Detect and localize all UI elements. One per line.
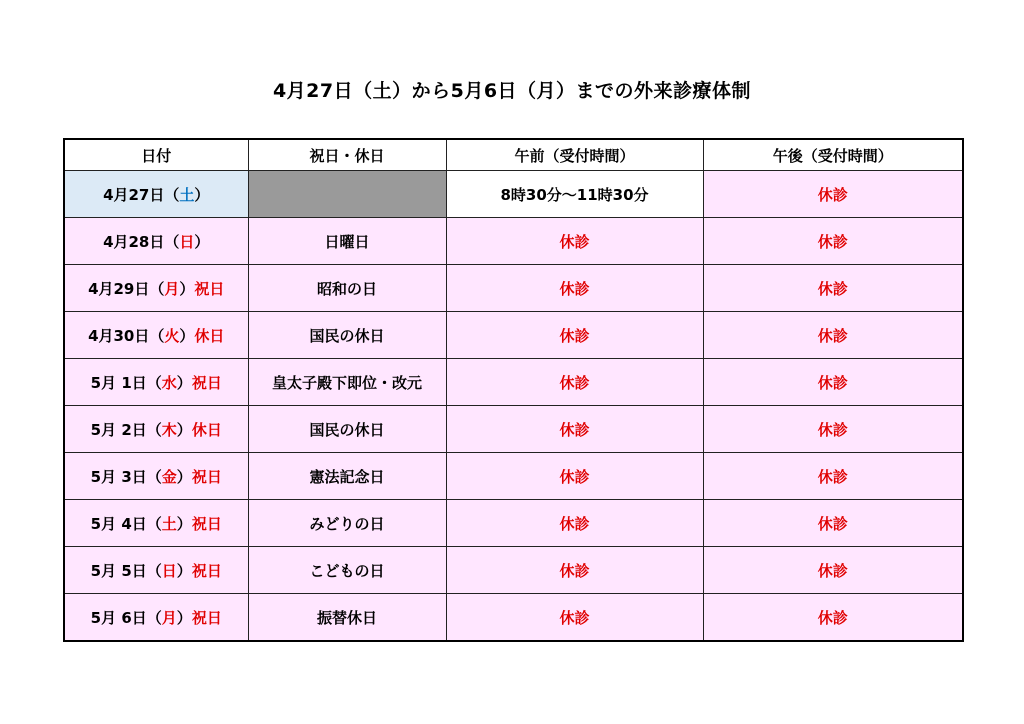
weekday-text: 月 xyxy=(164,279,180,298)
morning-hours-cell: 8時30分～11時30分 xyxy=(446,171,703,218)
holiday-name-cell: みどりの日 xyxy=(248,500,446,547)
holiday-name-cell: 憲法記念日 xyxy=(248,453,446,500)
date-text: 5月 2日 xyxy=(90,420,147,439)
afternoon-hours-cell: 休診 xyxy=(703,265,963,312)
date-cell xyxy=(64,547,248,594)
holiday-suffix: 休日 xyxy=(191,420,222,439)
paren-close: ） xyxy=(179,279,195,298)
table-row xyxy=(64,171,963,218)
holiday-name-cell: 日曜日 xyxy=(248,218,446,265)
table-row xyxy=(64,218,963,265)
paren-close: ） xyxy=(176,561,192,580)
afternoon-hours-cell: 休診 xyxy=(703,547,963,594)
holiday-name-cell: 振替休日 xyxy=(248,594,446,642)
weekday-text: 日 xyxy=(179,232,195,251)
morning-hours-cell: 休診 xyxy=(446,547,703,594)
paren-open: （ xyxy=(146,373,162,392)
header-holiday: 祝日・休日 xyxy=(248,139,446,171)
holiday-name-cell: こどもの日 xyxy=(248,547,446,594)
paren-open: （ xyxy=(164,185,180,204)
paren-close: ） xyxy=(176,608,192,627)
table-row xyxy=(64,594,963,642)
afternoon-hours-cell: 休診 xyxy=(703,171,963,218)
paren-open: （ xyxy=(149,326,165,345)
date-cell xyxy=(64,500,248,547)
date-text: 4月29日 xyxy=(88,279,150,298)
paren-open: （ xyxy=(146,514,162,533)
date-text: 5月 3日 xyxy=(90,467,147,486)
date-text: 5月 5日 xyxy=(90,561,147,580)
date-text: 4月30日 xyxy=(88,326,150,345)
afternoon-hours-cell: 休診 xyxy=(703,312,963,359)
paren-open: （ xyxy=(149,279,165,298)
paren-open: （ xyxy=(146,467,162,486)
weekday-text: 水 xyxy=(161,373,177,392)
date-cell xyxy=(64,406,248,453)
date-cell xyxy=(64,171,248,218)
holiday-name-cell xyxy=(248,171,446,218)
morning-hours-cell: 休診 xyxy=(446,453,703,500)
table-row xyxy=(64,406,963,453)
holiday-suffix: 祝日 xyxy=(191,561,222,580)
header-row xyxy=(64,139,963,171)
morning-hours-cell: 休診 xyxy=(446,359,703,406)
weekday-text: 土 xyxy=(179,185,195,204)
holiday-suffix: 祝日 xyxy=(194,279,225,298)
header-date: 日付 xyxy=(64,139,248,171)
date-cell xyxy=(64,359,248,406)
afternoon-hours-cell: 休診 xyxy=(703,218,963,265)
weekday-text: 木 xyxy=(161,420,177,439)
weekday-text: 日 xyxy=(161,561,177,580)
holiday-suffix: 祝日 xyxy=(191,373,222,392)
paren-open: （ xyxy=(146,420,162,439)
schedule-table xyxy=(63,138,964,642)
morning-hours-cell: 休診 xyxy=(446,500,703,547)
weekday-text: 土 xyxy=(161,514,177,533)
morning-hours-cell: 休診 xyxy=(446,406,703,453)
paren-close: ） xyxy=(194,232,210,251)
holiday-name-cell: 皇太子殿下即位・改元 xyxy=(248,359,446,406)
morning-hours-cell: 休診 xyxy=(446,312,703,359)
date-text: 5月 6日 xyxy=(90,608,147,627)
holiday-name-cell: 国民の休日 xyxy=(248,312,446,359)
afternoon-hours-cell: 休診 xyxy=(703,406,963,453)
holiday-suffix: 祝日 xyxy=(191,467,222,486)
paren-close: ） xyxy=(179,326,195,345)
table-row xyxy=(64,500,963,547)
afternoon-hours-cell: 休診 xyxy=(703,594,963,642)
header-afternoon: 午後（受付時間） xyxy=(703,139,963,171)
holiday-name-cell: 昭和の日 xyxy=(248,265,446,312)
morning-hours-cell: 休診 xyxy=(446,594,703,642)
paren-close: ） xyxy=(176,467,192,486)
morning-hours-cell: 休診 xyxy=(446,218,703,265)
date-text: 5月 1日 xyxy=(90,373,147,392)
date-text: 5月 4日 xyxy=(90,514,147,533)
date-cell xyxy=(64,312,248,359)
paren-close: ） xyxy=(194,185,210,204)
date-cell xyxy=(64,218,248,265)
holiday-suffix: 祝日 xyxy=(191,608,222,627)
paren-close: ） xyxy=(176,420,192,439)
holiday-name-cell: 国民の休日 xyxy=(248,406,446,453)
afternoon-hours-cell: 休診 xyxy=(703,453,963,500)
table-row xyxy=(64,453,963,500)
paren-open: （ xyxy=(146,561,162,580)
page-title: 4月27日（土）から5月6日（月）までの外来診療体制 xyxy=(272,80,752,102)
paren-open: （ xyxy=(164,232,180,251)
holiday-suffix: 祝日 xyxy=(191,514,222,533)
date-text: 4月28日 xyxy=(103,232,165,251)
morning-hours-cell: 休診 xyxy=(446,265,703,312)
weekday-text: 金 xyxy=(161,467,177,486)
afternoon-hours-cell: 休診 xyxy=(703,500,963,547)
date-cell xyxy=(64,453,248,500)
paren-open: （ xyxy=(146,608,162,627)
date-text: 4月27日 xyxy=(103,185,165,204)
afternoon-hours-cell: 休診 xyxy=(703,359,963,406)
table-row xyxy=(64,312,963,359)
date-cell xyxy=(64,265,248,312)
paren-close: ） xyxy=(176,514,192,533)
weekday-text: 月 xyxy=(161,608,177,627)
table-row xyxy=(64,547,963,594)
weekday-text: 火 xyxy=(164,326,180,345)
table-row xyxy=(64,265,963,312)
date-cell xyxy=(64,594,248,642)
header-morning: 午前（受付時間） xyxy=(446,139,703,171)
table-row xyxy=(64,359,963,406)
holiday-suffix: 休日 xyxy=(194,326,225,345)
paren-close: ） xyxy=(176,373,192,392)
